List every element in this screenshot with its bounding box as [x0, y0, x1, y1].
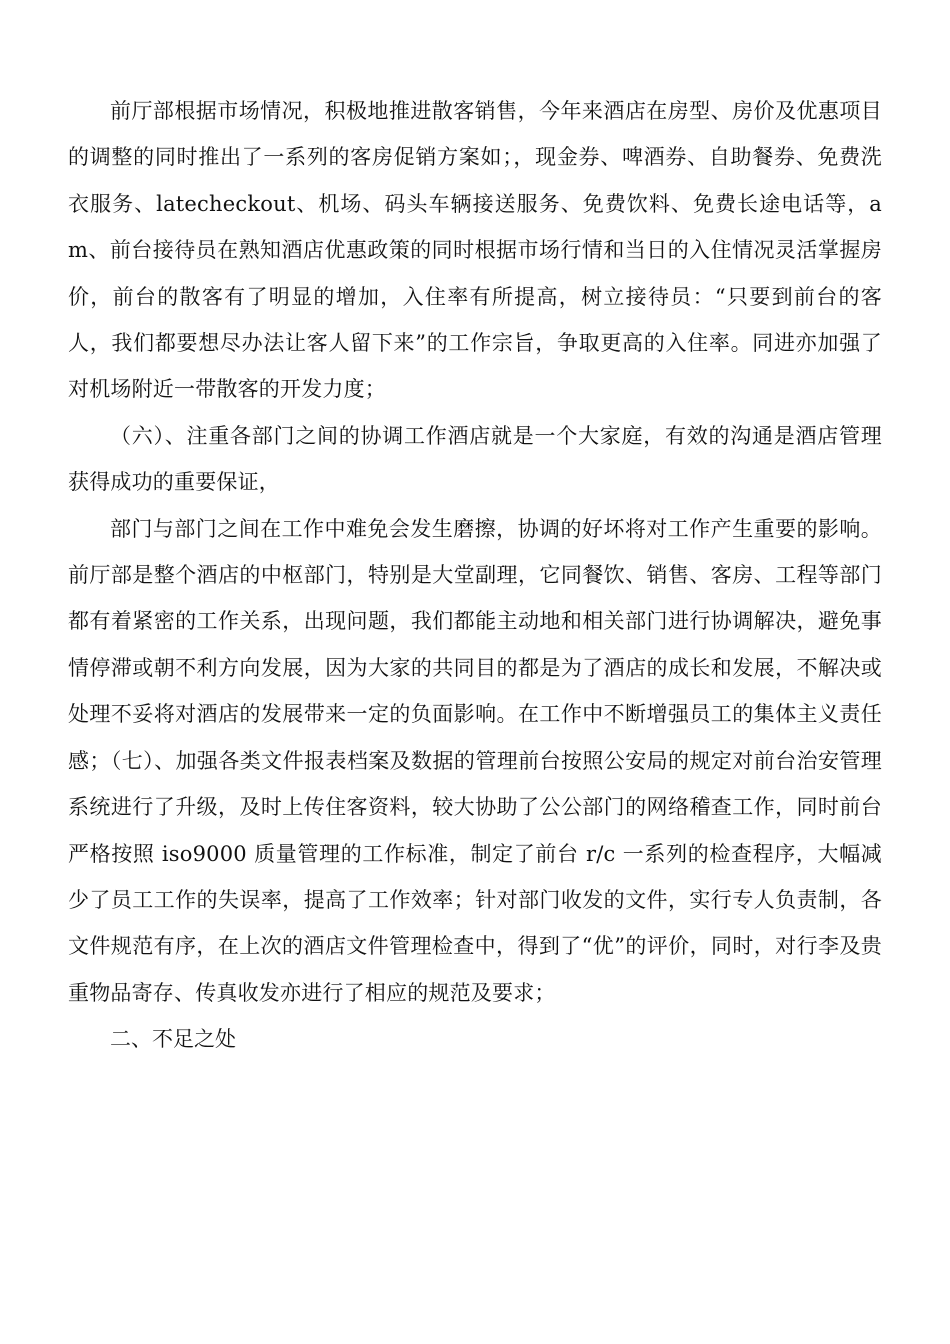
document-page	[68, 88, 882, 1063]
paragraph-sales-promotion: 前厅部根据市场情况，积极地推进散客销售，今年来酒店在房型、房价及优惠项目的调整的同时推出了一系列的客房促销方案如；，现金券、啤酒券、自助餐券、免费洗衣服务、latecheckout、机场、码头车辆接送服务、免费饮料、免费长途电话等，am、前台接待员在熟知酒店优惠政策的同时根据市场行情和当日的入住情况灵活掌握房价，前台的散客有了明显的增加，入住率有所提高，树立接待员：“只要到前台的客人，我们都要想尽办法让客人留下来”的工作宗旨，争取更高的入住率。同进亦加强了对机场附近一带散客的开发力度；	[68, 99, 882, 402]
paragraph-department-coordination: 部门与部门之间在工作中难免会发生磨擦，协调的好坏将对工作产生重要的影响。前厅部是整个酒店的中枢部门，特别是大堂副理，它同餐饮、销售、客房、工程等部门都有着紧密的工作关系，出现问题，我们都能主动地和相关部门进行协调解决，避免事情停滞或朝不利方向发展，因为大家的共同目的都是为了酒店的成长和发展，不解决或处理不妥将对酒店的发展带来一定的负面影响。在工作中不断增强员工的集体主义责任感；（七）、加强各类文件报表档案及数据的管理前台按照公安局的规定对前台治安管理系统进行了升级，及时上传住客资料，较大协助了公公部门的网络稽查工作，同时前台严格按照 iso9000 质量管理的工作标准，制定了前台 r/c 一系列的检查程序，大幅减少了员工工作的失误率，提高了工作效率；针对部门收发的文件，实行专人负责制，各文件规范有序，在上次的酒店文件管理检查中，得到了“优”的评价，同时，对行李及贵重物品寄存、传真收发亦进行了相应的规范及要求；	[68, 516, 882, 1005]
section-heading-shortcomings: 二、不足之处	[110, 1027, 236, 1052]
paragraph-coordination-intro: （六）、注重各部门之间的协调工作酒店就是一个大家庭，有效的沟通是酒店管理获得成功的重要保证，	[68, 423, 882, 495]
